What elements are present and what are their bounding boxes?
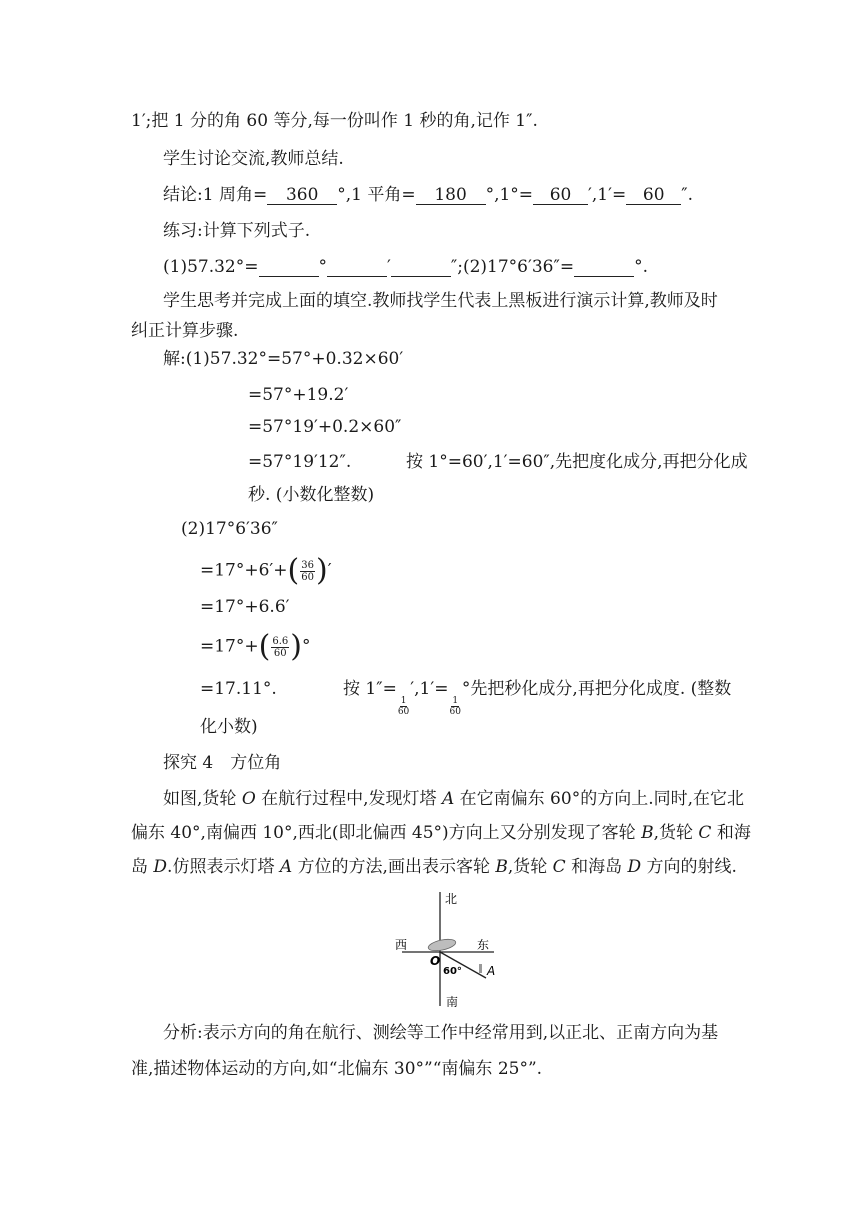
conclusion-line [163,184,693,206]
text-fragment: 结论:1 周角= [163,185,268,205]
text-fragment: (1)57.32°= [163,257,259,277]
text-fragment: ° [318,257,327,277]
origin-label: O [430,954,441,968]
fraction-denominator: 60 [449,707,461,717]
variable: D [153,857,168,877]
solution-line: =17°+6.6′ [200,597,290,617]
text-line: 学生思考并完成上面的填空.教师找学生代表上黑板进行演示计算,教师及时 [163,291,718,311]
variable: C [698,823,712,843]
text-fragment: =17°+6′+ [200,560,288,581]
solution-note: 按 1°=60′,1′=60″,先把度化成分,再把分化成 [406,452,748,472]
answer-blank: 60 [626,186,681,205]
text-fragment: ′,1′= [588,185,627,205]
variable: B [641,823,654,843]
fraction-numerator: 6.6 [272,635,289,647]
text-fragment: 方向的射线. [641,857,737,877]
ship-icon [427,937,456,953]
fraction-denominator: 60 [397,707,410,717]
text-fragment: ″;(2)17°6′36″= [450,257,575,277]
solution-line: =57°19′+0.2×60″ [248,417,402,437]
point-A-label: A [487,964,496,978]
text-fragment: .仿照表示灯塔 [167,857,280,877]
text-line [163,788,744,810]
solution-note: 秒. (小数化整数) [248,485,375,505]
answer-blank: 360 [267,186,337,205]
solution-note [343,678,731,717]
text-line [131,856,737,878]
solution-line [200,553,332,588]
empty-blank [327,258,387,277]
section-heading: 探究 4 方位角 [163,753,282,773]
text-line: 准,描述物体运动的方向,如“北偏东 30°”“南偏东 25°”. [131,1059,543,1079]
text-fragment: 按 1″= [343,679,397,699]
compass-figure [390,890,510,1010]
answer-blank: 60 [533,186,588,205]
text-line: 练习:计算下列式子. [163,221,311,241]
text-fragment: 岛 [131,857,154,877]
answer-blank: 180 [416,186,486,205]
text-fragment: 方位的方法,画出表示客轮 [292,857,496,877]
lighthouse-icon [479,964,482,973]
fraction-numerator: 36 [301,559,314,571]
text-fragment: 在航行过程中,发现灯塔 [255,789,442,809]
text-fragment: °. [634,257,648,277]
solution-note: 化小数) [200,717,258,737]
text-fragment: ,货轮 [507,857,553,877]
text-fragment: 偏东 40°,南偏西 10°,西北(即北偏西 45°)方向上又分别发现了客轮 [131,823,642,843]
variable: D [627,857,642,877]
text-fragment: 如图,货轮 [163,789,242,809]
variable: O [241,789,256,809]
text-fragment: ″. [681,185,693,205]
north-label: 北 [445,892,458,906]
fraction-denominator: 60 [273,647,287,659]
small-fraction [449,696,460,717]
south-label: 南 [446,995,459,1009]
text-fragment: 和海 [711,823,751,843]
fraction-group: ( $\frac{6.6}{60}$ ) [258,629,302,664]
solution-line: 解:(1)57.32°=57°+0.32×60′ [163,349,404,369]
fraction-numerator: 1 [400,696,407,706]
solution-line: (2)17°6′36″ [181,519,278,539]
west-label: 西 [395,938,408,952]
variable: B [495,857,508,877]
exercise-line [163,256,648,278]
text-fragment: °,1 平角= [337,185,416,205]
empty-blank [259,258,319,277]
fraction-denominator: 60 [301,571,314,583]
text-line: 1′;把 1 分的角 60 等分,每一份叫作 1 秒的角,记作 1″. [131,111,538,131]
text-line [131,822,751,844]
text-fragment: ′ [327,560,332,581]
text-fragment: ,货轮 [653,823,699,843]
empty-blank [574,258,634,277]
text-fragment: 和海岛 [565,857,628,877]
angle-label: 60° [443,966,462,977]
text-line: 学生讨论交流,教师总结. [163,149,344,169]
variable: A [279,857,293,877]
solution-line: =57°19′12″. [248,452,352,472]
text-line: 分析:表示方向的角在航行、测绘等工作中经常用到,以正北、正南方向为基 [163,1023,719,1043]
east-label: 东 [477,938,490,952]
text-fragment: ′,1′= [410,679,449,699]
fraction-group: ( $\frac{36}{60}$ ) [287,553,328,588]
solution-line: =57°+19.2′ [248,385,349,405]
fraction-numerator: 1 [452,696,459,706]
text-line: 纠正计算步骤. [131,321,239,341]
text-fragment: 在它南偏东 60°的方向上.同时,在它北 [454,789,744,809]
solution-line: =17.11°. [200,679,277,699]
text-fragment: =17°+ [200,636,259,657]
text-fragment: °,1°= [485,185,534,205]
text-fragment: ′ [387,257,391,277]
variable: C [552,857,566,877]
text-fragment: ° [301,636,311,657]
small-fraction [398,696,409,717]
variable: A [441,789,455,809]
empty-blank [391,258,451,277]
text-fragment: °先把秒化成分,再把分化成度. (整数 [461,679,732,699]
solution-line [200,629,311,664]
